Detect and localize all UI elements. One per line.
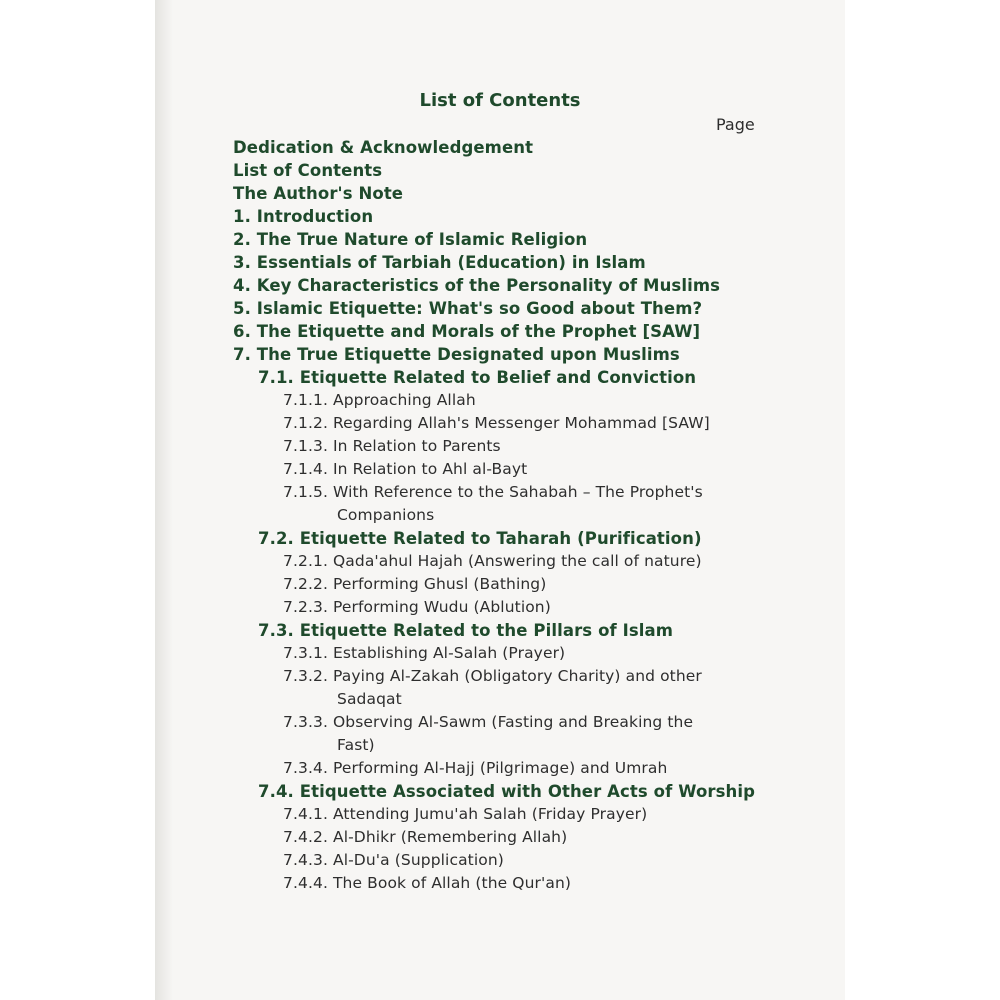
toc-entry-level-3: 7.1.4. In Relation to Ahl al-Bayt: [283, 460, 528, 478]
toc-entry-continuation: Sadaqat: [337, 690, 402, 708]
toc-entry-level-3: 7.2.3. Performing Wudu (Ablution): [283, 598, 551, 616]
toc-entry-level-1: 5. Islamic Etiquette: What's so Good about Them?: [233, 299, 703, 318]
toc-entry-level-1: 2. The True Nature of Islamic Religion: [233, 230, 588, 249]
toc-entry-level-1: 4. Key Characteristics of the Personality of Muslims: [233, 276, 721, 295]
toc-entry-continuation: Companions: [337, 506, 435, 524]
toc-entry-level-3: 7.4.1. Attending Jumu'ah Salah (Friday Prayer): [283, 805, 648, 823]
toc-entry-level-1: List of Contents: [233, 161, 383, 180]
toc-entry-level-2: 7.4. Etiquette Associated with Other Acts of Worship: [258, 782, 756, 801]
toc-entry-level-3: 7.2.2. Performing Ghusl (Bathing): [283, 575, 547, 593]
toc-entry-level-1: Dedication & Acknowledgement: [233, 138, 534, 157]
toc-entry-level-3: 7.1.1. Approaching Allah: [283, 391, 476, 409]
page-title: List of Contents: [419, 90, 581, 111]
toc-entry-level-1: 1. Introduction: [233, 207, 374, 226]
toc-entry-level-3: 7.3.2. Paying Al-Zakah (Obligatory Charity) and other: [283, 667, 702, 685]
toc-entry-level-1: 6. The Etiquette and Morals of the Prophet [SAW]: [233, 322, 701, 341]
page-edge-shadow: [155, 0, 173, 1000]
toc-entry-continuation: Fast): [337, 736, 375, 754]
toc-entry-level-3: 7.3.3. Observing Al-Sawm (Fasting and Breaking the: [283, 713, 694, 731]
toc-entry-level-2: 7.3. Etiquette Related to the Pillars of Islam: [258, 621, 674, 640]
page-column-label: Page: [716, 115, 755, 134]
toc-entry-level-3: 7.1.5. With Reference to the Sahabah – The Prophet's: [283, 483, 703, 501]
toc-entry-level-3: 7.2.1. Qada'ahul Hajah (Answering the call of nature): [283, 552, 702, 570]
toc-entry-level-3: 7.4.2. Al-Dhikr (Remembering Allah): [283, 828, 568, 846]
toc-entry-level-1: 3. Essentials of Tarbiah (Education) in Islam: [233, 253, 646, 272]
toc-entry-level-3: 7.1.2. Regarding Allah's Messenger Mohammad [SAW]: [283, 414, 710, 432]
toc-entry-level-1: 7. The True Etiquette Designated upon Muslims: [233, 345, 680, 364]
toc-entry-level-2: 7.2. Etiquette Related to Taharah (Purification): [258, 529, 702, 548]
toc-entry-level-3: 7.4.4. The Book of Allah (the Qur'an): [283, 874, 572, 892]
toc-entry-level-3: 7.3.4. Performing Al-Hajj (Pilgrimage) and Umrah: [283, 759, 668, 777]
toc-entry-level-3: 7.4.3. Al-Du'a (Supplication): [283, 851, 504, 869]
toc-entry-level-1: The Author's Note: [233, 184, 404, 203]
toc-entry-level-3: 7.3.1. Establishing Al-Salah (Prayer): [283, 644, 566, 662]
toc-entry-level-2: 7.1. Etiquette Related to Belief and Conviction: [258, 368, 697, 387]
toc-entry-level-3: 7.1.3. In Relation to Parents: [283, 437, 501, 455]
